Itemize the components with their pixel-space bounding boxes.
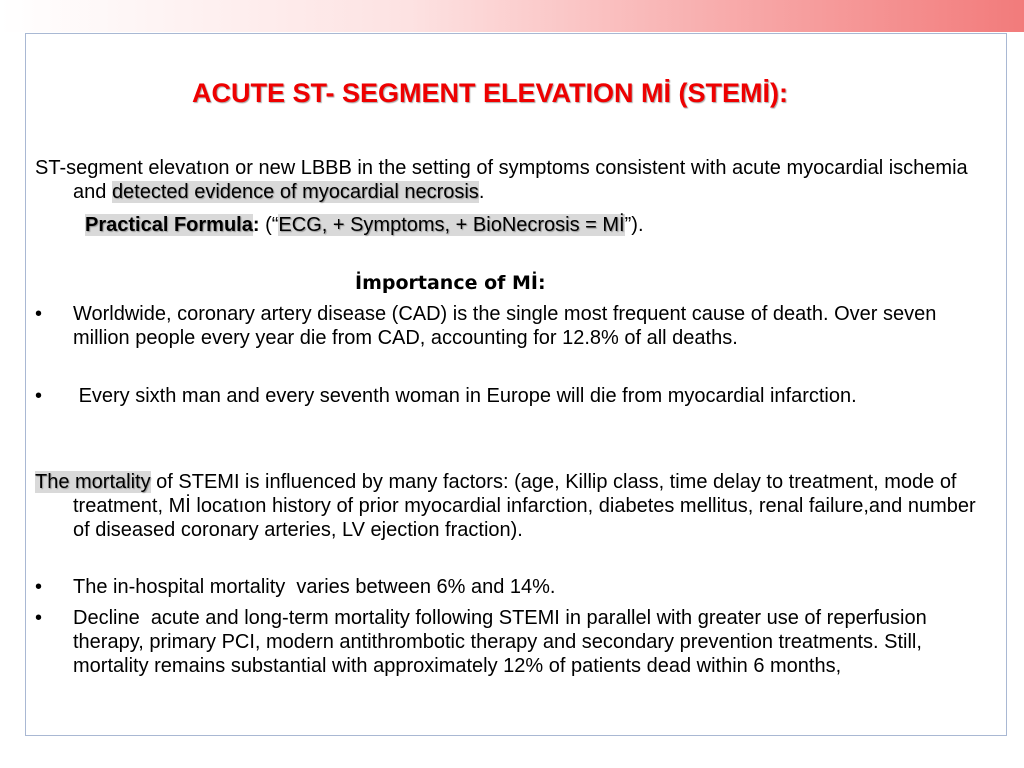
- formula-text: ECG, + Symptoms, + BioNecrosis = Mİ: [278, 214, 625, 236]
- bullet-text: Worldwide, coronary artery disease (CAD) is the single most frequent cause of death. Over seven million people every year die from CAD, accounting for 12.8% of all deaths.: [73, 303, 937, 349]
- formula-label: Practical Formula: [85, 214, 253, 236]
- slide-title: ACUTE ST- SEGMENT ELEVATION Mİ (STEMİ):: [192, 78, 788, 108]
- definition-highlight: detected evidence of myocardial necrosis: [111, 181, 479, 203]
- definition-text: ST-segment elevatıon or new LBBB in the setting of symptoms consistent with acute myocardial ischemia and: [35, 157, 968, 203]
- mortality-highlight: The mortality: [35, 471, 151, 493]
- mortality-paragraph: [35, 470, 993, 542]
- list-item: [35, 606, 993, 678]
- formula-colon: :: [252, 214, 260, 236]
- definition-end: .: [478, 181, 485, 203]
- definition-paragraph: [35, 156, 993, 204]
- list-item: [35, 575, 993, 599]
- practical-formula: [85, 213, 644, 237]
- bullet-text: Decline acute and long-term mortality following STEMI in parallel with greater use of reperfusion therapy, primary PCI, modern antithrombotic therapy and secondary prevention treatments. Still, mortality remains substantial with approximately 12% of patients dead within 6 months,: [73, 607, 933, 677]
- formula-open-paren: (“: [259, 214, 279, 236]
- bullet-icon: •: [35, 303, 43, 325]
- mortality-text: of STEMI is influenced by many factors: (age, Killip class, time delay to treatment, mode of treatment, Mİ locatıon history of prior myocardial infarction, diabetes mellitus, renal failure,and number of diseased coronary arteries, LV ejection fraction).: [73, 471, 976, 541]
- bullet-text: Every sixth man and every seventh woman in Europe will die from myocardial infarction.: [73, 385, 857, 407]
- importance-heading: İmportance of Mİ:: [355, 272, 546, 294]
- top-gradient-band: [0, 0, 1024, 32]
- formula-close-paren: ”).: [624, 214, 644, 236]
- bullet-icon: •: [35, 576, 43, 598]
- bullet-text: The in-hospital mortality varies between 6% and 14%.: [73, 576, 556, 598]
- bullet-icon: •: [35, 385, 43, 407]
- list-item: [35, 384, 993, 408]
- bullet-icon: •: [35, 607, 43, 629]
- list-item: [35, 302, 993, 350]
